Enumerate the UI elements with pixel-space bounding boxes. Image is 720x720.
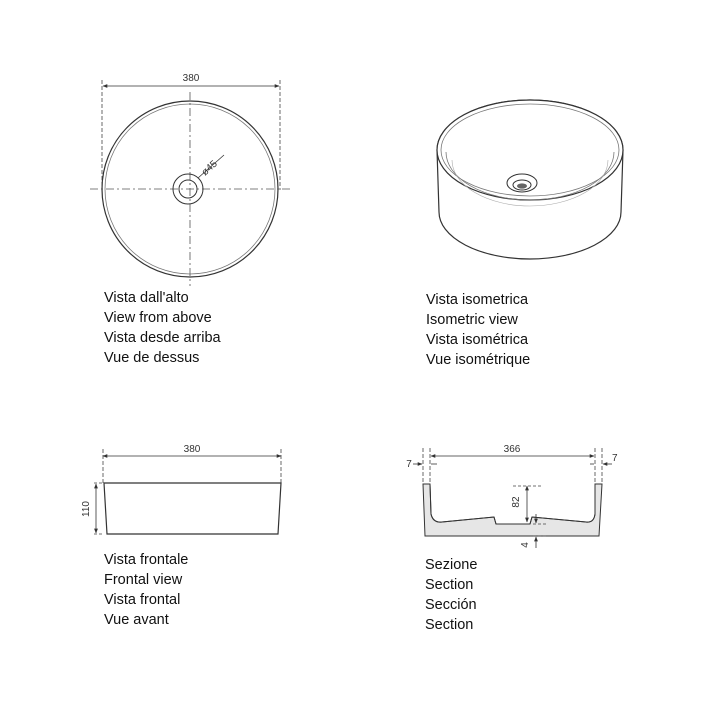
section-width-dimension: 366 <box>503 444 521 455</box>
front-view-caption <box>104 550 188 630</box>
caption-spanish: Vista desde arriba <box>104 330 221 346</box>
caption-french: Vue isométrique <box>426 352 531 368</box>
front-body <box>104 483 281 534</box>
section-view-caption <box>425 555 477 635</box>
caption-french: Section <box>425 617 474 633</box>
section-right-wall-dimension: 7 <box>612 453 618 464</box>
top-view <box>90 73 292 286</box>
top-view-caption <box>104 288 221 368</box>
top-width-dimension: 380 <box>182 73 200 84</box>
section-view <box>406 444 618 548</box>
section-body <box>423 484 602 536</box>
front-view <box>81 444 281 534</box>
section-depth-dimension: 82 <box>511 496 522 508</box>
caption-english: Section <box>425 577 474 593</box>
front-height-dimension: 110 <box>81 501 92 517</box>
iso-view-caption <box>426 290 530 370</box>
section-left-wall-dimension: 7 <box>406 459 412 470</box>
isometric-view <box>437 100 623 259</box>
caption-spanish: Vista isométrica <box>426 332 529 348</box>
drain-diameter-dimension: ø45 <box>199 158 220 179</box>
caption-spanish: Vista frontal <box>104 592 181 608</box>
caption-english: Frontal view <box>104 572 183 588</box>
front-width-dimension: 380 <box>183 444 201 455</box>
caption-english: View from above <box>104 310 212 326</box>
caption-italian: Vista isometrica <box>426 292 529 308</box>
caption-italian: Sezione <box>425 557 478 573</box>
section-bottom-dimension: 4 <box>520 542 531 548</box>
caption-french: Vue de dessus <box>104 350 200 366</box>
caption-italian: Vista dall'alto <box>104 290 189 306</box>
caption-french: Vue avant <box>104 612 169 628</box>
iso-rim-outer <box>437 100 623 200</box>
caption-english: Isometric view <box>426 312 518 328</box>
caption-italian: Vista frontale <box>104 552 189 568</box>
caption-spanish: Sección <box>425 597 477 613</box>
